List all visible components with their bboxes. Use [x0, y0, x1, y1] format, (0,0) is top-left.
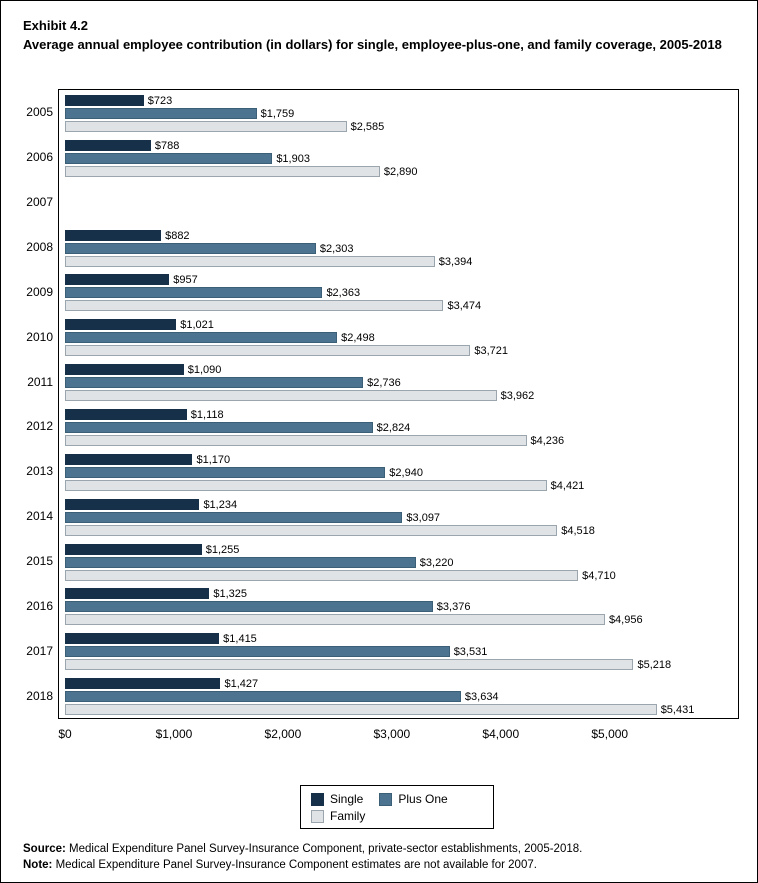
bar-2014-plus-one — [65, 512, 402, 523]
bar-2012-plus-one — [65, 422, 373, 433]
bar-2016-family — [65, 614, 605, 625]
bar-2012-single — [65, 409, 187, 420]
bar-value-2015-single: $1,255 — [205, 543, 240, 556]
bar-2010-plus-one — [65, 332, 337, 343]
bar-2015-single — [65, 544, 202, 555]
bar-value-2014-family: $4,518 — [561, 524, 595, 537]
chart-row-2013 — [26, 449, 738, 494]
bar-value-2014-plus-one: $3,097 — [406, 511, 441, 524]
y-axis-label-2014: 2014 — [26, 509, 53, 524]
chart-row-2015 — [26, 539, 738, 584]
bar-value-2018-single: $1,427 — [224, 678, 259, 691]
chart-row-2014 — [26, 494, 738, 539]
bar-value-2011-single: $1,090 — [187, 364, 222, 377]
x-tick-1000: $1,000 — [155, 727, 193, 741]
bar-2005-single — [65, 95, 144, 106]
bar-2018-family — [65, 704, 657, 715]
bar-value-2006-single: $788 — [154, 139, 180, 152]
bar-2013-single — [65, 454, 192, 465]
legend-label-family: Family — [330, 809, 366, 823]
bar-value-2008-plus-one: $2,303 — [319, 242, 354, 255]
chart-row-2016 — [26, 583, 738, 628]
x-tick-0: $0 — [58, 727, 72, 741]
y-axis-label-2006: 2006 — [26, 150, 53, 165]
bar-2016-plus-one — [65, 601, 433, 612]
bar-value-2005-family: $2,585 — [350, 121, 385, 133]
source-text: Medical Expenditure Panel Survey-Insurance Component, private-sector establishments, 2005-2018. — [65, 843, 583, 855]
bar-2011-family — [65, 390, 497, 401]
bar-2013-plus-one — [65, 467, 385, 478]
bar-value-2013-plus-one: $2,940 — [389, 466, 423, 479]
bar-2008-single — [65, 230, 161, 241]
y-axis-label-2013: 2013 — [26, 464, 53, 479]
bar-value-2013-family: $4,421 — [550, 479, 585, 492]
y-axis-label-2011: 2011 — [27, 374, 53, 389]
y-axis-label-2016: 2016 — [26, 598, 53, 613]
bar-2009-single — [65, 274, 169, 285]
bar-2014-single — [65, 499, 199, 510]
legend-row-1 — [311, 792, 483, 807]
bar-2006-single — [65, 140, 151, 151]
bar-2008-family — [65, 256, 435, 267]
y-axis-label-2012: 2012 — [26, 419, 53, 434]
bar-2013-family — [65, 480, 547, 491]
title-block — [23, 17, 739, 53]
bar-2012-family — [65, 435, 527, 446]
chart-row-2010 — [26, 314, 738, 359]
bar-2010-family — [65, 345, 470, 356]
chart-row-2006 — [26, 135, 738, 180]
bar-value-2008-family: $3,394 — [438, 255, 473, 268]
y-axis-label-2005: 2005 — [26, 105, 53, 120]
x-tick-4000: $4,000 — [482, 727, 520, 741]
note-label: Note: — [23, 859, 53, 871]
bar-value-2017-plus-one: $3,531 — [453, 646, 488, 659]
chart-row-2011 — [27, 359, 738, 404]
x-tick-5000: $5,000 — [591, 727, 629, 741]
bar-value-2012-family: $4,236 — [530, 435, 565, 447]
legend-swatch-family-icon — [311, 810, 324, 823]
bar-value-2005-single: $723 — [147, 95, 173, 107]
bar-2005-family — [65, 121, 347, 132]
bar-value-2011-family: $3,962 — [500, 390, 535, 403]
bar-2016-single — [65, 588, 209, 599]
bar-value-2014-single: $1,234 — [203, 498, 238, 511]
bar-2005-plus-one — [65, 108, 257, 119]
bar-2017-family — [65, 659, 633, 670]
bar-2018-single — [65, 678, 220, 689]
bar-2009-family — [65, 300, 443, 311]
bar-value-2016-family: $4,956 — [608, 614, 643, 627]
bar-value-2018-family: $5,431 — [660, 704, 695, 717]
bar-value-2013-single: $1,170 — [196, 453, 231, 466]
bar-2017-plus-one — [65, 646, 450, 657]
bar-value-2009-single: $957 — [173, 274, 198, 287]
chart-row-2007 — [26, 180, 738, 225]
bar-2017-single — [65, 633, 219, 644]
bar-2011-plus-one — [65, 377, 363, 388]
legend-label-plus-one: Plus One — [398, 792, 448, 806]
bar-value-2012-single: $1,118 — [190, 409, 224, 421]
bar-value-2017-family: $5,218 — [637, 659, 672, 672]
note-line — [23, 857, 739, 873]
bar-value-2008-single: $882 — [165, 229, 190, 242]
bar-value-2009-plus-one: $2,363 — [326, 287, 361, 300]
y-axis-label-2008: 2008 — [26, 239, 53, 254]
chart-row-2012 — [26, 404, 738, 449]
bar-2008-plus-one — [65, 243, 316, 254]
bar-value-2016-single: $1,325 — [213, 588, 247, 601]
bar-value-2012-plus-one: $2,824 — [376, 422, 411, 434]
bar-2006-plus-one — [65, 153, 272, 164]
bar-value-2010-family: $3,721 — [474, 345, 509, 358]
x-tick-3000: $3,000 — [373, 727, 411, 741]
legend-swatch-plus-one-icon — [379, 793, 392, 806]
bar-2010-single — [65, 319, 176, 330]
y-axis-label-2018: 2018 — [26, 688, 53, 703]
legend-label-single: Single — [330, 792, 364, 806]
chart-row-2009 — [26, 269, 738, 314]
bar-value-2018-plus-one: $3,634 — [464, 691, 499, 704]
legend-item-plus-one — [379, 793, 447, 806]
bar-value-2010-plus-one: $2,498 — [341, 332, 375, 345]
bar-2006-family — [65, 166, 380, 177]
bar-2014-family — [65, 525, 557, 536]
exhibit-label: Exhibit 4.2 — [23, 18, 89, 33]
bar-2015-family — [65, 570, 578, 581]
y-axis-label-2010: 2010 — [26, 329, 53, 344]
source-note — [23, 841, 739, 857]
y-axis-label-2017: 2017 — [26, 643, 53, 658]
note-text: Medical Expenditure Panel Survey-Insurance Component estimates are not available for 2007. — [52, 859, 537, 871]
bar-value-2006-plus-one: $1,903 — [276, 152, 310, 165]
legend-swatch-single-icon — [311, 793, 324, 806]
plot-area — [26, 89, 739, 719]
bar-value-2009-family: $3,474 — [447, 300, 482, 313]
bar-2009-plus-one — [65, 287, 322, 298]
bar-2011-single — [65, 364, 184, 375]
bar-2015-plus-one — [65, 557, 416, 568]
footnotes — [23, 841, 739, 873]
chart-row-2008 — [26, 225, 738, 270]
y-axis-label-2007: 2007 — [26, 195, 53, 210]
legend-item-single — [311, 793, 363, 806]
legend — [300, 785, 494, 829]
x-tick-2000: $2,000 — [264, 727, 302, 741]
bars-container — [26, 90, 738, 718]
y-axis-label-2015: 2015 — [26, 553, 53, 568]
bar-value-2015-plus-one: $3,220 — [419, 556, 454, 569]
page-title: Average annual employee contribution (in dollars) for single, employee-plus-one, and family coverage, 2005-2018 — [23, 37, 722, 52]
legend-row-2 — [311, 809, 483, 824]
chart-row-2005 — [26, 90, 738, 135]
y-axis-label-2009: 2009 — [26, 284, 53, 299]
bar-value-2016-plus-one: $3,376 — [436, 601, 471, 614]
legend-item-family — [311, 810, 365, 823]
bar-value-2015-family: $4,710 — [582, 569, 616, 582]
source-label: Source: — [23, 843, 66, 855]
chart-row-2017 — [26, 628, 738, 673]
bar-value-2011-plus-one: $2,736 — [367, 377, 401, 390]
bar-value-2006-family: $2,890 — [383, 165, 418, 178]
chart-row-2018 — [26, 673, 738, 718]
bar-value-2017-single: $1,415 — [223, 633, 257, 646]
bar-2018-plus-one — [65, 691, 461, 702]
bar-value-2005-plus-one: $1,759 — [260, 108, 295, 120]
x-axis — [58, 727, 739, 745]
bar-value-2010-single: $1,021 — [180, 319, 214, 332]
